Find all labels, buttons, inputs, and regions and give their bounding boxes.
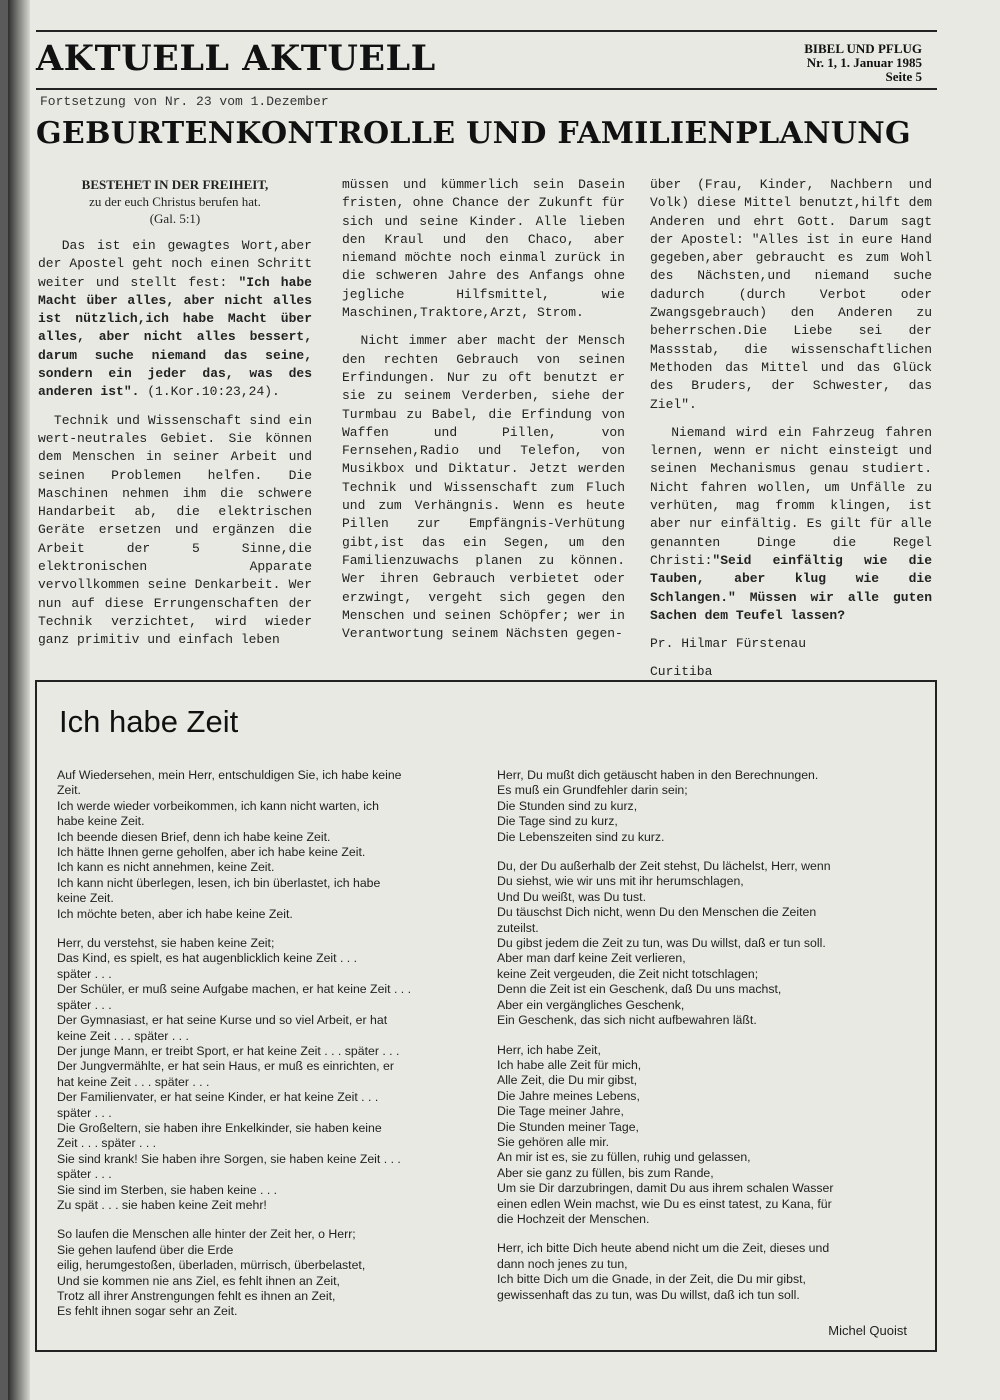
paragraph: Das ist ein gewagtes Wort,aber der Apostel geht noch einen Schritt weiter und stellt fest: "Ich habe Macht über alles, aber nicht alles ist nützlich,ich habe Macht über alles, aber nicht alles bessert, darum suche niemand das seine, sondern ein jeder das, was des anderen ist". (1.Kor.10:23,24). bbox=[38, 238, 312, 400]
poem-line: Der Familienvater, er hat seine Kinder, er hat keine Zeit . . . bbox=[57, 1090, 379, 1105]
poem-line: Das Kind, es spielt, es hat augenblicklich keine Zeit . . . bbox=[57, 951, 358, 966]
poem-line: keine Zeit . . . später . . . bbox=[57, 1028, 189, 1043]
poem-line: Es muß ein Grundfehler darin sein; bbox=[497, 783, 688, 798]
poem-line: Der junge Mann, er treibt Sport, er hat keine Zeit . . . später . . . bbox=[57, 1043, 400, 1058]
poem-line: zuteilst. bbox=[497, 920, 539, 935]
poem-line: Alle Zeit, die Du mir gibst, bbox=[497, 1073, 638, 1088]
poem-stanza bbox=[497, 859, 917, 1028]
poem-line: einen edlen Wein machst, wie Du es einst tatest, zu Kana, für bbox=[497, 1196, 832, 1211]
bible-motto: BESTEHET IN DER FREIHEIT, zu der euch Christus berufen hat. (Gal. 5:1) bbox=[81, 177, 269, 226]
poem-line: Und Du weißt, was Du tust. bbox=[497, 889, 646, 904]
poem-line: Ich beende diesen Brief, denn ich habe keine Zeit. bbox=[57, 829, 331, 844]
poem-line: Denn die Zeit ist ein Geschenk, daß Du uns machst, bbox=[497, 982, 782, 997]
poem-line: Der Jungvermählte, er hat sein Haus, er muß es einrichten, er bbox=[57, 1059, 394, 1074]
poem-line: Du, der Du außerhalb der Zeit stehst, Du lächelst, Herr, wenn bbox=[497, 859, 831, 874]
poem-line: Die Stunden meiner Tage, bbox=[497, 1119, 639, 1134]
poem-line: Du gibst jedem die Zeit zu tun, was Du willst, daß er tun soll. bbox=[497, 936, 826, 951]
poem-line: später . . . bbox=[57, 1105, 112, 1120]
page-binding-shadow bbox=[8, 0, 30, 1400]
poem-line: Die Großeltern, sie haben ihre Enkelkinder, sie haben keine bbox=[57, 1120, 382, 1135]
poem-line: An mir ist es, sie zu füllen, ruhig und gelassen, bbox=[497, 1150, 751, 1165]
poem-author: Michel Quoist bbox=[828, 1323, 907, 1338]
poem-line: Und sie kommen nie ans Ziel, es fehlt ihnen an Zeit, bbox=[57, 1273, 340, 1288]
poem-line: gewissenhaft das zu tun, was Du willst, daß ich tun soll. bbox=[497, 1287, 800, 1302]
masthead: AKTUELL AKTUELL bbox=[36, 38, 436, 79]
poem-line: Aber ein vergängliches Geschenk, bbox=[497, 997, 685, 1012]
poem-line: Zeit . . . später . . . bbox=[57, 1136, 157, 1151]
poem-line: Herr, ich bitte Dich heute abend nicht um die Zeit, dieses und bbox=[497, 1241, 830, 1256]
publication-name: BIBEL UND PFLUG bbox=[804, 41, 922, 56]
poem-line: Auf Wiedersehen, mein Herr, entschuldigen Sie, ich habe keine bbox=[57, 768, 402, 782]
poem-line: eilig, herumgestoßen, überladen, mürrisch, überbelastet, bbox=[57, 1258, 366, 1273]
poem-line: Du siehst, wie wir uns mit ihr herumschlagen, bbox=[497, 874, 744, 889]
poem-line: Ich möchte beten, aber ich habe keine Zeit. bbox=[57, 906, 293, 921]
paragraph: Technik und Wissenschaft sind ein wert-neutrales Gebiet. Sie können dem Menschen in seiner Arbeit und seinen Problemen helfen. Die Maschinen nehmen ihm die schwere Handarbeit ab, die elektrischen Geräte ersetzen und ergänzen die Arbeit der 5 Sinne,die elektronischen Apparate vervollkommen seine Denkarbeit. Wer nun auf diese Errungenschaften der Technik verzichtet, wird wieder ganz primitiv und einfach leben bbox=[38, 412, 312, 648]
poem-line: Die Tage meiner Jahre, bbox=[497, 1104, 624, 1119]
poem-line: dann noch jenes zu tun, bbox=[497, 1256, 628, 1271]
poem-line: Der Schüler, er muß seine Aufgabe machen, er hat keine Zeit . . . bbox=[57, 982, 412, 997]
poem-column-left bbox=[57, 768, 487, 1334]
quote: "Seid einfältig wie die Tauben, aber klug wie die Schlangen." Müssen wir alle guten Sachen dem Teufel lassen? bbox=[650, 552, 932, 623]
paragraph: müssen und kümmerlich sein Dasein fristen, ohne Chance der Zukunft für sich und seine Kinder. Alle lieben den Kraul und den Chaco, aber niemand möchte noch einmal zurück in die schweren Jahre des Anfangs ohne jegliche Hilfsmittel, wie Maschinen,Traktore,Arzt, Strom. bbox=[342, 177, 625, 321]
poem-column-right bbox=[497, 768, 917, 1317]
quote: "Ich habe Macht über alles, aber nicht alles ist nützlich,ich habe Macht über alles, aber nicht alles bessert, darum suche niemand das seine, sondern ein jeder das, was des anderen ist". bbox=[38, 274, 312, 400]
top-rule bbox=[36, 30, 937, 32]
poem-stanza bbox=[57, 936, 487, 1213]
poem-line: Um sie Dir darzubringen, damit Du aus ihrem schalen Wasser bbox=[497, 1181, 834, 1196]
poem-line: Sie gehen laufend über die Erde bbox=[57, 1242, 234, 1257]
paragraph: Niemand wird ein Fahrzeug fahren lernen, wenn er nicht einsteigt und seinen Mechanismus genau studiert. Nicht fahren wollen, um Unfälle zu verhüten, mag fromm klingen, ist aber nur einfältig. Es gilt für alle genannten Dinge die Regel Christi:"Seid einfältig wie die Tauben, aber klug wie die Schlangen." Müssen wir alle guten Sachen dem Teufel lassen? bbox=[650, 424, 932, 623]
poem-line: später . . . bbox=[57, 997, 112, 1012]
poem-line: Zeit. bbox=[57, 783, 81, 798]
issue-date: Nr. 1, 1. Januar 1985 bbox=[806, 55, 922, 70]
paragraph: über (Frau, Kinder, Nachbern und Volk) diese Mittel benutzt,hilft dem Anderen und ehrt Gott. Darum sagt der Apostel: "Alles ist in eure Hand gegeben,aber gebraucht es zum Wohl des Nächsten,und niemand suche dadurch (durch Verbot oder Zwangsgebrauch) den Anderen zu beherrschen.Die Liebe sei der Massstab, die wissenschaftlichen Methoden das Mittel und das Glück des Bruders, der Schwester, das Ziel". bbox=[650, 177, 932, 412]
poem-line: Die Jahre meines Lebens, bbox=[497, 1088, 640, 1103]
poem-line: Die Stunden sind zu kurz, bbox=[497, 798, 638, 813]
poem-line: Aber man darf keine Zeit verlieren, bbox=[497, 951, 686, 966]
poem-line: Herr, Du mußt dich getäuscht haben in den Berechnungen. bbox=[497, 768, 819, 782]
poem-stanza bbox=[497, 1241, 917, 1303]
poem-line: hat keine Zeit . . . später . . . bbox=[57, 1074, 210, 1089]
poem-stanza bbox=[57, 1227, 487, 1319]
poem-line: Ich habe alle Zeit für mich, bbox=[497, 1057, 642, 1072]
poem-line: Ein Geschenk, das sich nicht aufbewahren läßt. bbox=[497, 1013, 757, 1028]
author-place: Curitiba bbox=[650, 664, 713, 680]
masthead-rule bbox=[36, 88, 937, 90]
poem-line: Die Tage sind zu kurz, bbox=[497, 814, 618, 829]
author-signature: Pr. Hilmar Fürstenau bbox=[650, 636, 807, 652]
article-column-1 bbox=[38, 176, 312, 660]
poem-title: Ich habe Zeit bbox=[59, 704, 239, 739]
article-column-2 bbox=[342, 176, 625, 653]
poem-stanza bbox=[497, 768, 917, 845]
poem-line: Ich werde wieder vorbeikommen, ich kann nicht warten, ich bbox=[57, 798, 379, 813]
poem-box bbox=[35, 680, 937, 1352]
poem-line: keine Zeit vergeuden, die Zeit nicht totschlagen; bbox=[497, 966, 759, 981]
paragraph: Nicht immer aber macht der Mensch den rechten Gebrauch von seinen Erfindungen. Nur zu oft benutzt er sie zu seinem Verderben, siehe der Turmbau zu Babel, die Erfindung von Waffen und Pillen, von Fernsehen,Radio und Telefon, von Musikbox und Diktatur. Jetzt werden Technik und Wissenschaft zum Fluch und zum Verhängnis. Wenn es heute Pillen zur Empfängnis-Verhütung gibt,ist das ein Segen, um den Familienzuwachs planen zu können. Wer ihren Gebrauch verbietet oder erzwingt, vergeht sich gegen den Menschen und seinen Schöpfer; wer in Verantwortung seinem Nächsten gegen- bbox=[342, 333, 625, 642]
newspaper-page bbox=[8, 0, 1000, 1400]
poem-line: Herr, ich habe Zeit, bbox=[497, 1042, 601, 1057]
poem-stanza bbox=[497, 1043, 917, 1228]
poem-line: Sie gehören alle mir. bbox=[497, 1134, 610, 1149]
poem-line: Es fehlt ihnen sogar sehr an Zeit. bbox=[57, 1304, 238, 1319]
poem-line: habe keine Zeit. bbox=[57, 814, 145, 829]
poem-line: Ich kann nicht überlegen, lesen, ich bin überlastet, ich habe bbox=[57, 875, 381, 890]
page-number: Seite 5 bbox=[885, 69, 922, 84]
poem-line: Du täuschst Dich nicht, wenn Du den Menschen die Zeiten bbox=[497, 905, 817, 920]
article-column-3 bbox=[650, 176, 932, 692]
poem-line: Ich bitte Dich um die Gnade, in der Zeit, die Du mir gibst, bbox=[497, 1272, 806, 1287]
poem-line: Sie sind im Sterben, sie haben keine . . . bbox=[57, 1182, 278, 1197]
article-headline: GEBURTENKONTROLLE UND FAMILIENPLANUNG bbox=[36, 116, 911, 151]
poem-line: So laufen die Menschen alle hinter der Zeit her, o Herr; bbox=[57, 1227, 356, 1242]
poem-line: Herr, du verstehst, sie haben keine Zeit; bbox=[57, 936, 275, 951]
poem-line: später . . . bbox=[57, 1167, 112, 1182]
poem-line: später . . . bbox=[57, 966, 112, 981]
poem-line: Zu spät . . . sie haben keine Zeit mehr! bbox=[57, 1197, 267, 1212]
continuation-note: Fortsetzung von Nr. 23 vom 1.Dezember bbox=[40, 94, 329, 109]
poem-line: Die Lebenszeiten sind zu kurz. bbox=[497, 829, 665, 844]
poem-line: Aber sie ganz zu füllen, bis zum Rande, bbox=[497, 1165, 714, 1180]
publication-info bbox=[804, 42, 922, 84]
poem-line: keine Zeit. bbox=[57, 891, 114, 906]
poem-line: die Hochzeit der Menschen. bbox=[497, 1211, 650, 1226]
poem-line: Ich kann es nicht annehmen, keine Zeit. bbox=[57, 860, 275, 875]
poem-line: Sie sind krank! Sie haben ihre Sorgen, sie haben keine Zeit . . . bbox=[57, 1151, 401, 1166]
poem-stanza bbox=[57, 768, 487, 922]
poem-line: Trotz all ihrer Anstrengungen fehlt es ihnen an Zeit, bbox=[57, 1289, 336, 1303]
poem-line: Ich hätte Ihnen gerne geholfen, aber ich habe keine Zeit. bbox=[57, 845, 366, 860]
poem-line: Der Gymnasiast, er hat seine Kurse und so viel Arbeit, er hat bbox=[57, 1013, 388, 1028]
